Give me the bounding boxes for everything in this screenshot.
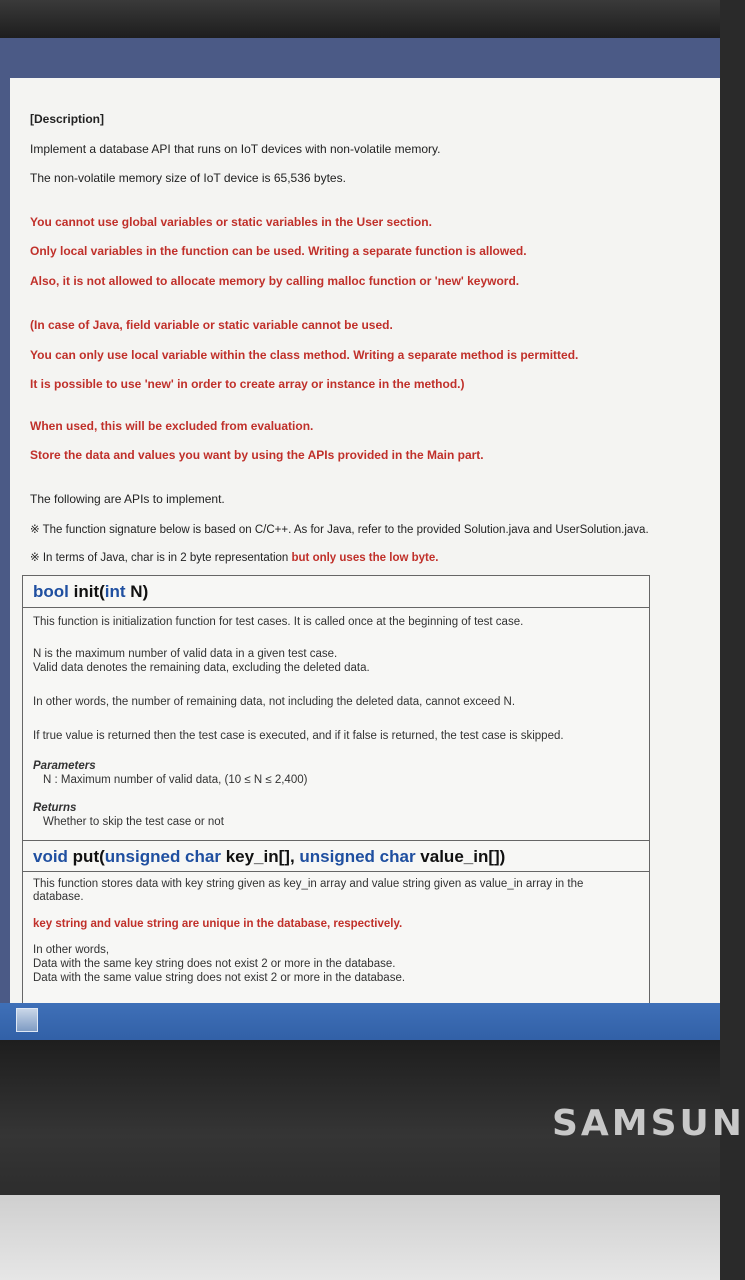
- put-param-rest: value_in[]): [415, 847, 506, 866]
- put-return-type: void: [33, 847, 68, 866]
- desk-surface: [0, 1195, 720, 1280]
- api-table: [22, 575, 650, 1016]
- init-param-rest: N): [125, 582, 149, 601]
- intro-line-1: Implement a database API that runs on IoT devices with non-volatile memory.: [30, 142, 441, 156]
- put-desc-1: This function stores data with key string given as key_in array and value string given as value_in array in the: [33, 878, 584, 890]
- java-rule-line-2: You can only use local variable within the class method. Writing a separate method is permitted.: [30, 348, 579, 362]
- init-other: In other words, the number of remaining data, not including the deleted data, cannot exceed N.: [33, 696, 516, 708]
- java-char-note-text: ※ In terms of Java, char is in 2 byte representation: [30, 552, 289, 564]
- init-signature: [23, 576, 649, 608]
- init-n-desc-2: Valid data denotes the remaining data, excluding the deleted data.: [33, 662, 370, 674]
- signature-note: ※ The function signature below is based on C/C++. As for Java, refer to the provided Solution.java and UserSolution.java.: [30, 524, 649, 536]
- put-signature: [23, 840, 649, 872]
- init-returns-desc: Whether to skip the test case or not: [43, 816, 224, 828]
- put-name: put(: [67, 847, 105, 866]
- rule-line-1: You cannot use global variables or static variables in the User section.: [30, 215, 432, 229]
- init-param-type: int: [104, 582, 126, 601]
- put-other-1: In other words,: [33, 944, 110, 956]
- put-param-type-2: unsigned char: [299, 847, 416, 866]
- put-unique-note: key string and value string are unique in the database, respectively.: [33, 918, 403, 930]
- eval-line-2: Store the data and values you want by using the APIs provided in the Main part.: [30, 448, 484, 462]
- rule-line-2: Only local variables in the function can be used. Writing a separate function is allowed.: [30, 244, 527, 258]
- init-n-desc-1: N is the maximum number of valid data in a given test case.: [33, 648, 338, 660]
- put-other-3: Data with the same value string does not exist 2 or more in the database.: [33, 972, 406, 984]
- put-param-type-1: unsigned char: [104, 847, 221, 866]
- java-char-note-red: but only uses the low byte.: [288, 552, 439, 564]
- document-viewer[interactable]: [10, 78, 720, 1003]
- monitor-top-bezel: [0, 0, 720, 40]
- init-returns-label: Returns: [33, 802, 77, 814]
- init-params-label: Parameters: [33, 760, 96, 772]
- java-rule-line-1: (In case of Java, field variable or static variable cannot be used.: [30, 318, 393, 332]
- java-char-note: [30, 550, 438, 564]
- init-return-desc: If true value is returned then the test case is executed, and if it false is returned, the test case is skipped.: [33, 730, 564, 742]
- put-other-2: Data with the same key string does not exist 2 or more in the database.: [33, 958, 396, 970]
- init-param-n: N : Maximum number of valid data, (10 ≤ N ≤ 2,400): [43, 774, 308, 786]
- init-desc: This function is initialization function for test cases. It is called once at the beginning of test case.: [33, 616, 524, 628]
- init-description: [33, 610, 633, 840]
- description-heading: [Description]: [30, 112, 105, 126]
- init-return-type: bool: [33, 582, 69, 601]
- monitor-brand-logo: SAMSUN: [552, 1103, 745, 1144]
- put-description: [33, 874, 633, 1014]
- init-name: init(: [68, 582, 105, 601]
- rule-line-3: Also, it is not allowed to allocate memory by calling malloc function or 'new' keyword.: [30, 274, 520, 288]
- eval-line-1: When used, this will be excluded from evaluation.: [30, 419, 314, 433]
- apis-intro: The following are APIs to implement.: [30, 492, 225, 506]
- taskbar-app-icon[interactable]: [16, 1008, 38, 1032]
- put-desc-2: database.: [33, 891, 84, 903]
- intro-line-2: The non-volatile memory size of IoT device is 65,536 bytes.: [30, 171, 346, 185]
- java-rule-line-3: It is possible to use 'new' in order to create array or instance in the method.): [30, 377, 465, 391]
- put-param-mid: key_in[],: [220, 847, 300, 866]
